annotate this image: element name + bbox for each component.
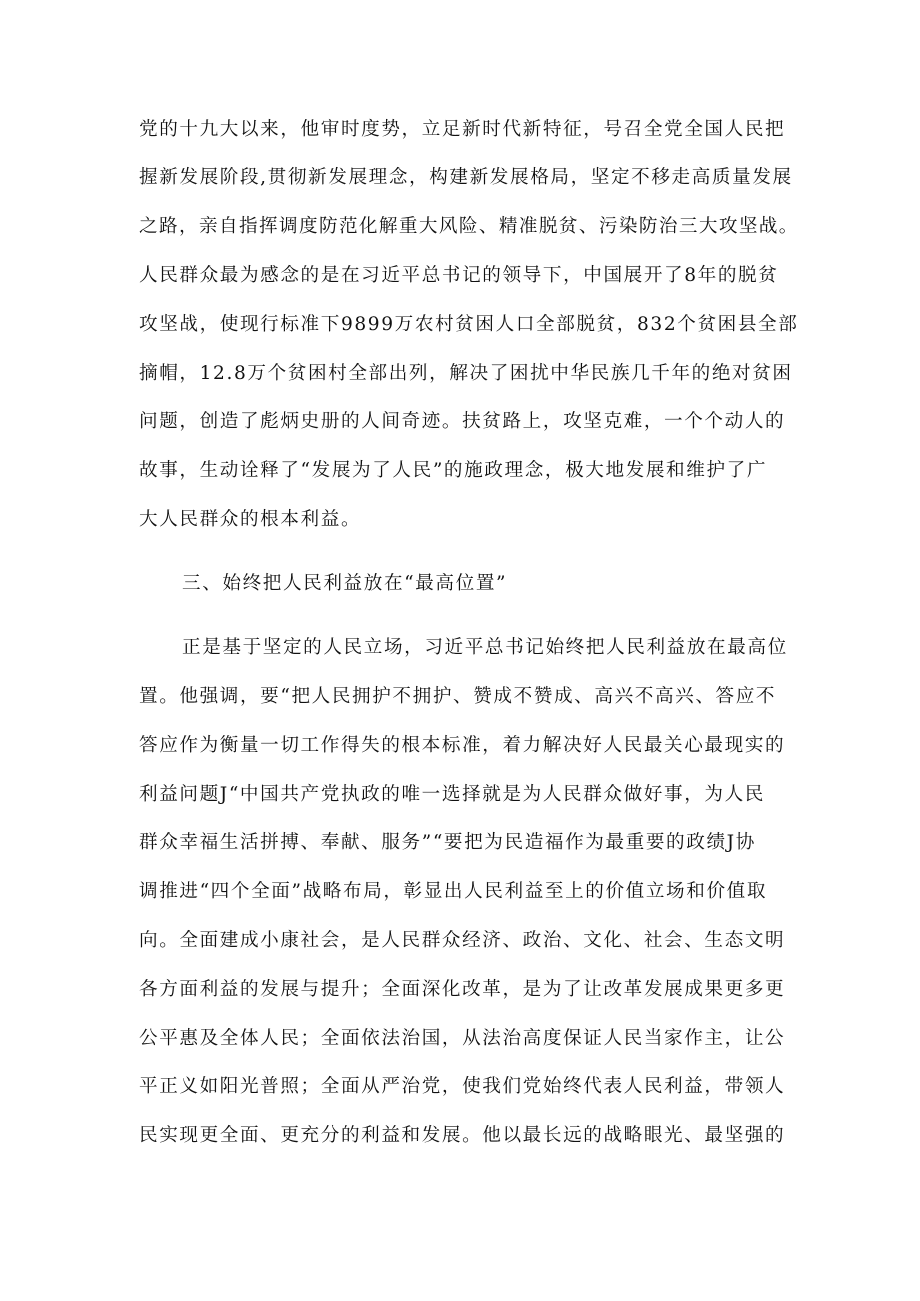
paragraph-line: 摘帽，12.8万个贫困村全部出列，解决了困扰中华民族几千年的绝对贫困 — [139, 363, 793, 384]
paragraph-line: 利益问题J“中国共产党执政的唯一选择就是为人民群众做好事，为人民 — [139, 784, 765, 805]
paragraph-line: 各方面利益的发展与提升；全面深化改革，是为了让改革发展成果更多更 — [139, 979, 786, 1000]
paragraph-line: 民实现更全面、更充分的利益和发展。他以最长远的战略眼光、最坚强的 — [139, 1125, 786, 1146]
paragraph-line: 置。他强调，要“把人民拥护不拥护、赞成不赞成、高兴不高兴、答应不 — [139, 686, 777, 707]
paragraph-line: 正是基于坚定的人民立场，习近平总书记始终把人民利益放在最高位 — [182, 637, 788, 658]
paragraph-line: 平正义如阳光普照；全面从严治党，使我们党始终代表人民利益，带领人 — [139, 1076, 786, 1097]
paragraph-line: 故事，生动诠释了“发展为了人民”的施政理念，极大地发展和维护了广 — [139, 460, 768, 481]
paragraph-line: 握新发展阶段,贯彻新发展理念，构建新发展格局，坚定不移走高质量发展 — [139, 167, 793, 188]
paragraph-line: 大人民群众的根本利益。 — [139, 509, 362, 530]
paragraph-line: 之路，亲自指挥调度防范化解重大风险、精准脱贫、污染防治三大攻坚战。 — [139, 216, 799, 237]
paragraph-line: 党的十九大以来，他审时度势，立足新时代新特征，号召全党全国人民把 — [139, 119, 786, 140]
paragraph-line: 调推进“四个全面”战略布局，彰显出人民利益至上的价值立场和价值取 — [139, 881, 768, 902]
paragraph-line: 人民群众最为感念的是在习近平总书记的领导下，中国展开了8年的脱贫 — [139, 265, 779, 286]
paragraph-line: 向。全面建成小康社会，是人民群众经济、政治、文化、社会、生态文明 — [139, 930, 786, 951]
paragraph-line: 答应作为衡量一切工作得失的根本标准，着力解决好人民最关心最现实的 — [139, 735, 786, 756]
paragraph-line: 问题，创造了彪炳史册的人间奇迹。扶贫路上，攻坚克难，一个个动人的 — [139, 411, 786, 432]
paragraph-line: 公平惠及全体人民；全面依法治国，从法治高度保证人民当家作主，让公 — [139, 1028, 786, 1049]
section-heading: 三、始终把人民利益放在“最高位置” — [182, 573, 508, 594]
paragraph-line: 攻坚战，使现行标准下9899万农村贫困人口全部脱贫，832个贫困县全部 — [139, 314, 799, 335]
paragraph-line: 群众幸福生活拼搏、奉献、服务”“要把为民造福作为最重要的政绩J协 — [139, 832, 756, 853]
